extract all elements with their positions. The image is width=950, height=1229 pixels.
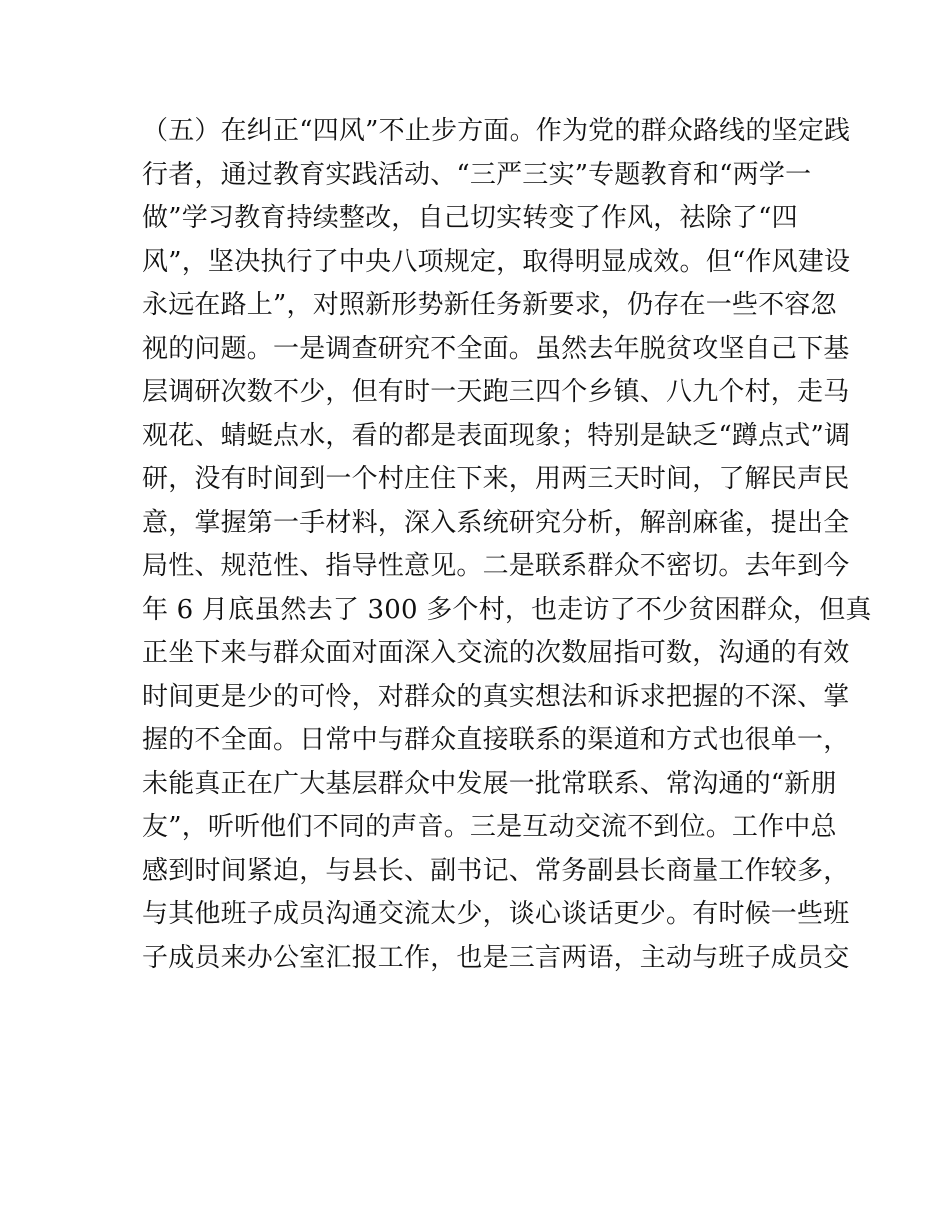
text-line: 局性、规范性、指导性意见。二是联系群众不密切。去年到今 xyxy=(142,551,850,581)
text-line: 风”，坚决执行了中央八项规定，取得明显成效。但“作风建设 xyxy=(142,246,851,277)
text-line: （五）在纠正“四风”不止步方面。作为党的群众路线的坚定践 xyxy=(142,116,851,146)
text-line: 与其他班子成员沟通交流太少，谈心谈话更少。有时候一些班 xyxy=(142,899,850,929)
text-line: 年 6 月底虽然去了 300 多个村，也走访了不少贫困群众，但真 xyxy=(142,594,872,625)
text-line: 行者，通过教育实践活动、“三严三实”专题教育和“两学一 xyxy=(142,159,812,190)
text-line: 做”学习教育持续整改，自己切实转变了作风，祛除了“四 xyxy=(142,203,798,233)
text-line: 层调研次数不少，但有时一天跑三四个乡镇、八九个村，走马 xyxy=(142,377,850,407)
text-line: 研，没有时间到一个村庄住下来，用两三天时间，了解民声民 xyxy=(142,464,850,494)
text-line: 观花、蜻蜓点水，看的都是表面现象；特别是缺乏“蹲点式”调 xyxy=(142,420,851,451)
text-line: 意，掌握第一手材料，深入系统研究分析，解剖麻雀，提出全 xyxy=(142,507,850,538)
text-line: 握的不全面。日常中与群众直接联系的渠道和方式也很单一， xyxy=(142,725,850,755)
text-line: 永远在路上”，对照新形势新任务新要求，仍存在一些不容忽 xyxy=(142,290,837,320)
text-line: 正坐下来与群众面对面深入交流的次数屈指可数，沟通的有效 xyxy=(142,638,850,668)
text-line: 未能真正在广大基层群众中发展一批常联系、常沟通的“新朋 xyxy=(142,768,837,799)
text-line: 感到时间紧迫，与县长、副书记、常务副县长商量工作较多， xyxy=(142,855,850,886)
text-line: 时间更是少的可怜，对群众的真实想法和诉求把握的不深、掌 xyxy=(142,681,850,712)
body-paragraph xyxy=(142,110,872,980)
text-line: 友”，听听他们不同的声音。三是互动交流不到位。工作中总 xyxy=(142,812,837,842)
text-line: 视的问题。一是调查研究不全面。虽然去年脱贫攻坚自己下基 xyxy=(142,333,850,364)
text-line: 子成员来办公室汇报工作，也是三言两语，主动与班子成员交 xyxy=(142,942,850,973)
